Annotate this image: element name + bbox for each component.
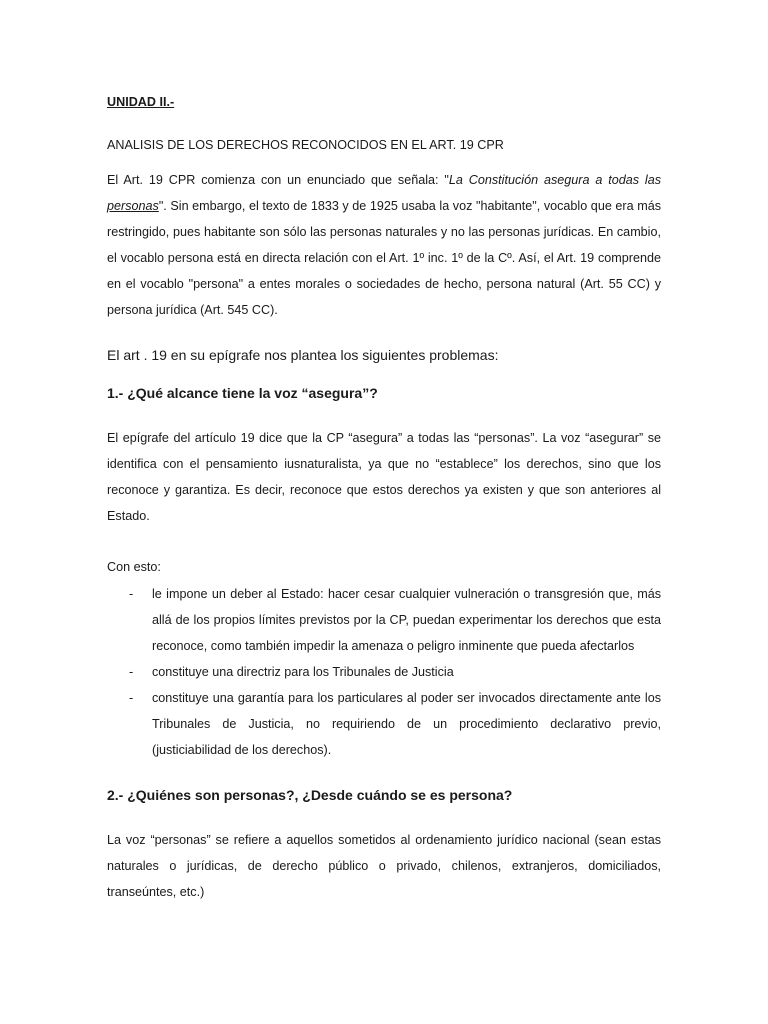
bullet-1-line-3: reconoce, como también impedir la amenaza o peligro inminente que pueda afectarlos — [152, 639, 635, 653]
paragraph-2-line-3: reconoce y garantiza. Es decir, reconoce que estos derechos ya existen y que son anteriores al — [107, 483, 661, 497]
paragraph-1-line-6: persona jurídica (Art. 545 CC). — [107, 303, 278, 317]
intro-line: El art . 19 en su epígrafe nos plantea los siguientes problemas: — [107, 347, 499, 363]
p1-quote: La Constitución asegura a todas las — [448, 173, 662, 187]
paragraph-1-line-3: restringido, pues habitante son sólo las personas naturales y no las personas jurídicas. En cambio, — [107, 225, 661, 239]
paragraph-1-line-2 — [107, 198, 661, 214]
bullet-dash-3: - — [129, 691, 134, 705]
paragraph-3-line-1: La voz “personas” se refiere a aquellos sometidos al ordenamiento jurídico nacional (sean estas — [107, 833, 661, 847]
p1-text-2: ". Sin embargo, el texto de 1833 y de 1925 usaba la voz "habitante", vocablo que era más — [158, 199, 661, 213]
paragraph-3-line-2: naturales o jurídicas, de derecho público o privado, chilenos, extranjeros, domiciliados, — [107, 859, 661, 873]
question-2-heading: 2.- ¿Quiénes son personas?, ¿Desde cuándo se es persona? — [107, 787, 513, 803]
paragraph-2-line-4: Estado. — [107, 509, 150, 523]
paragraph-3-line-3: transeúntes, etc.) — [107, 885, 205, 899]
bullet-dash-2: - — [129, 665, 134, 679]
question-1-heading: 1.- ¿Qué alcance tiene la voz “asegura”? — [107, 385, 378, 401]
bullet-1-line-1: le impone un deber al Estado: hacer cesar cualquier vulneración o transgresión que, más — [152, 587, 661, 601]
paragraph-1-line-4: el vocablo persona está en directa relación con el Art. 1º inc. 1º de la Cº. Así, el Art. 19 comprende — [107, 251, 661, 265]
bullet-3-line-3: (justiciabilidad de los derechos). — [152, 743, 332, 757]
paragraph-2-line-2: identifica con el pensamiento iusnaturalista, ya que no “establece” los derechos, sino que los — [107, 457, 661, 471]
bullet-1-line-2: allá de los propios límites previstos por la CP, puedan experimentar los derechos que esta — [152, 613, 661, 627]
paragraph-1-line-1 — [107, 172, 661, 188]
unit-title: UNIDAD II.- — [107, 95, 175, 109]
con-esto-label: Con esto: — [107, 560, 161, 574]
bullet-3-line-2: Tribunales de Justicia, no requiriendo de un procedimiento declarativo previo, — [152, 717, 661, 731]
section-title: ANALISIS DE LOS DERECHOS RECONOCIDOS EN EL ART. 19 CPR — [107, 138, 504, 152]
p1-text: El Art. 19 CPR comienza con un enunciado que señala: " — [107, 173, 449, 187]
bullet-2-line-1: constituye una directriz para los Tribunales de Justicia — [152, 665, 454, 679]
bullet-dash-1: - — [129, 587, 134, 601]
paragraph-1-line-5: en el vocablo "persona" a entes morales o sociedades de hecho, persona natural (Art. 55 CC) y — [107, 277, 661, 291]
p1-quote-end: personas — [107, 199, 159, 213]
paragraph-2-line-1: El epígrafe del artículo 19 dice que la CP “asegura” a todas las “personas”. La voz “asegurar” se — [107, 431, 661, 445]
bullet-3-line-1: constituye una garantía para los particulares al poder ser invocados directamente ante los — [152, 691, 661, 705]
